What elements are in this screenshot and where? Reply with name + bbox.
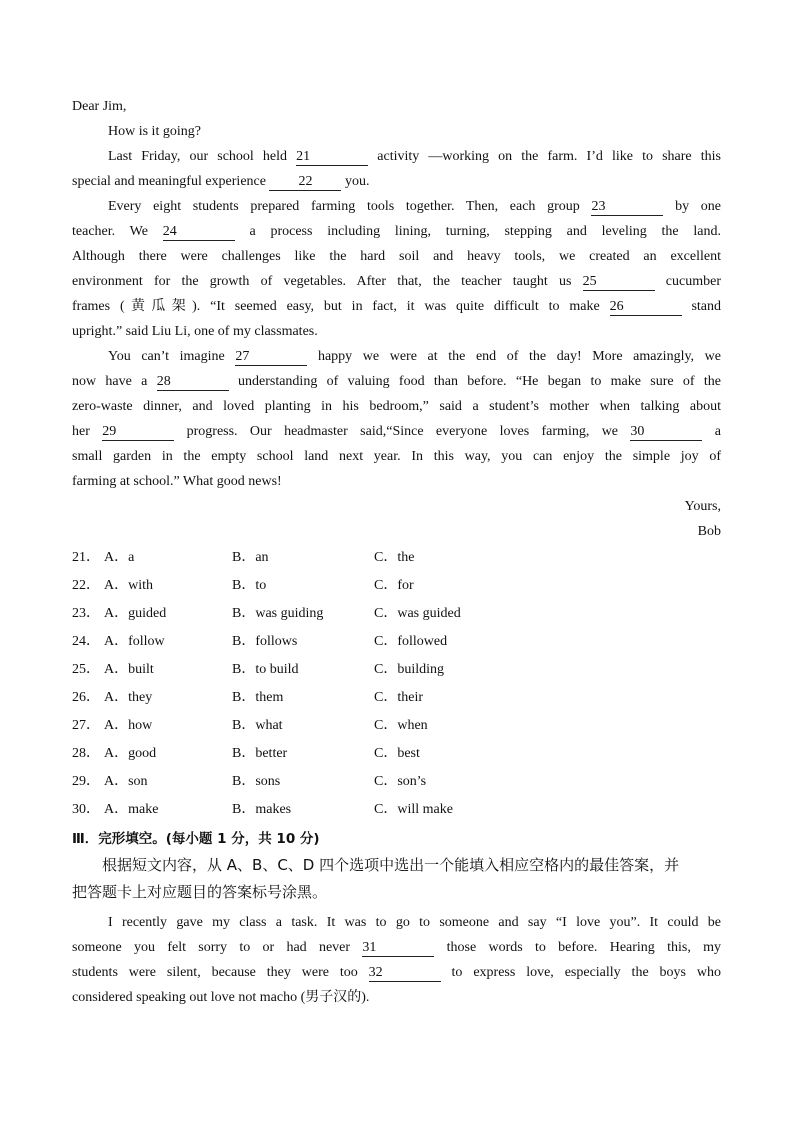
passage-text: students were silent, because they were too (72, 965, 369, 980)
letter-text: a process including lining, turning, stepping and leveling the land. (234, 224, 721, 239)
option-c[interactable]: C．building (374, 662, 445, 677)
letter-text: farming at school.” What good news! (72, 474, 282, 489)
blank-26[interactable]: 26 (610, 298, 682, 316)
option-b[interactable]: B．better (232, 746, 288, 761)
option-a[interactable]: A．good (104, 746, 157, 761)
passage-text: considered speaking out love not macho (男子汉的). (72, 990, 370, 1005)
letter-text: special and meaningful experience (72, 174, 270, 189)
blank-31[interactable]: 31 (362, 939, 434, 957)
option-row (72, 572, 721, 600)
option-row (72, 768, 721, 796)
letter-text: environment for the growth of vegetables. After that, the teacher taught us (72, 274, 583, 289)
passage-text: to express love, especially the boys who (440, 965, 721, 980)
option-a[interactable]: A．son (104, 774, 148, 789)
passage-line (72, 910, 721, 935)
option-b[interactable]: B．what (232, 718, 283, 733)
blank-21[interactable]: 21 (296, 148, 368, 166)
letter-text: a (702, 424, 721, 439)
option-row (72, 684, 721, 712)
letter-text: Last Friday, our school held (108, 149, 297, 164)
blank-28[interactable]: 28 (157, 373, 229, 391)
blank-22[interactable]: 22 (269, 173, 341, 191)
option-row (72, 796, 721, 824)
letter-line (72, 419, 721, 444)
letter-line (72, 444, 721, 469)
option-b[interactable]: B．follows (232, 634, 298, 649)
letter-text: teacher. We (72, 224, 163, 239)
letter-line (72, 344, 721, 369)
option-a[interactable]: A．guided (104, 606, 167, 621)
letter-text: Although there were challenges like the hard soil and heavy tools, we created an excellent (72, 249, 721, 264)
question-number: 25． (72, 662, 100, 677)
blank-30[interactable]: 30 (630, 423, 702, 441)
letter-line (72, 319, 721, 344)
passage-text: I recently gave my class a task. It was to go to someone and say “I love you”. It could be (108, 915, 721, 930)
question-number: 23． (72, 606, 100, 621)
blank-27[interactable]: 27 (235, 348, 307, 366)
passage-line (72, 960, 721, 985)
letter-line (72, 144, 721, 169)
letter-line (72, 219, 721, 244)
option-row (72, 600, 721, 628)
letter-text: You can’t imagine (108, 349, 236, 364)
passage-line (72, 985, 721, 1010)
option-row (72, 712, 721, 740)
letter-line (72, 119, 721, 144)
letter-text: happy we were at the end of the day! More amazingly, we (307, 349, 721, 364)
letter-text: now have a (72, 374, 157, 389)
option-b[interactable]: B．was guiding (232, 606, 324, 621)
answer-options (72, 544, 721, 824)
option-c[interactable]: C．best (374, 746, 420, 761)
letter-line (72, 244, 721, 269)
letter-signature: Bob (697, 524, 721, 539)
option-row (72, 628, 721, 656)
question-number: 27． (72, 718, 100, 733)
letter-text: small garden in the empty school land next year. In this way, you can enjoy the simple joy of (72, 449, 721, 464)
option-c[interactable]: C．their (374, 690, 423, 705)
letter-line (72, 469, 721, 494)
question-number: 21． (72, 550, 100, 565)
option-a[interactable]: A．make (104, 802, 159, 817)
option-c[interactable]: C．for (374, 578, 414, 593)
question-number: 28． (72, 746, 100, 761)
blank-25[interactable]: 25 (583, 273, 655, 291)
option-a[interactable]: A．built (104, 662, 154, 677)
letter-text: Every eight students prepared farming tools together. Then, each group (108, 199, 592, 214)
option-c[interactable]: C．the (374, 550, 415, 565)
passage-line (72, 935, 721, 960)
letter-line (72, 269, 721, 294)
option-b[interactable]: B．to (232, 578, 267, 593)
blank-24[interactable]: 24 (163, 223, 235, 241)
option-a[interactable]: A．with (104, 578, 153, 593)
option-c[interactable]: C．was guided (374, 606, 461, 621)
letter-line (72, 194, 721, 219)
blank-23[interactable]: 23 (591, 198, 663, 216)
option-c[interactable]: C．followed (374, 634, 448, 649)
blank-32[interactable]: 32 (369, 964, 441, 982)
question-number: 26． (72, 690, 100, 705)
cloze-passage (72, 910, 721, 1010)
question-number: 29． (72, 774, 100, 789)
letter-text: upright.” said Liu Li, one of my classmates. (72, 324, 318, 339)
option-a[interactable]: A．follow (104, 634, 165, 649)
letter-text: by one (663, 199, 722, 214)
option-row (72, 740, 721, 768)
letter-line (72, 369, 721, 394)
letter-text: her (72, 424, 103, 439)
letter-text: How is it going? (108, 124, 201, 139)
letter-text: progress. Our headmaster said,“Since everyone loves farming, we (174, 424, 631, 439)
letter-line (72, 169, 721, 194)
option-c[interactable]: C．son’s (374, 774, 427, 789)
question-number: 22． (72, 578, 100, 593)
option-row (72, 656, 721, 684)
blank-29[interactable]: 29 (102, 423, 174, 441)
option-c[interactable]: C．when (374, 718, 428, 733)
letter-line (72, 394, 721, 419)
question-number: 30． (72, 802, 100, 817)
option-b[interactable]: B．an (232, 550, 269, 565)
letter-text: zero-waste dinner, and loved planting in his bedroom,” said a student’s mother when talking about (72, 399, 721, 414)
option-a[interactable]: A．they (104, 690, 153, 705)
letter-text: you. (341, 174, 370, 189)
worksheet-page (72, 94, 721, 1010)
letter-closing: Yours, (684, 499, 721, 514)
letter-text: cucumber (654, 274, 721, 289)
letter-text: frames (黄瓜架). “It seemed easy, but in fact, it was quite difficult to make (72, 299, 610, 314)
letter-body (72, 119, 721, 494)
passage-text: those words to before. Hearing this, my (434, 940, 721, 955)
option-b[interactable]: B．them (232, 690, 284, 705)
letter-salutation: Dear Jim, (72, 99, 127, 114)
section-instruction-line-2: 把答题卡上对应题目的答案标号涂黑。 (72, 883, 328, 901)
letter-text: activity —working on the farm. I’d like to share this (368, 149, 721, 164)
option-a[interactable]: A．a (104, 550, 135, 565)
option-row (72, 544, 721, 572)
option-a[interactable]: A．how (104, 718, 153, 733)
section-instruction-line-1: 根据短文内容，从 A、B、C、D 四个选项中选出一个能填入相应空格内的最佳答案，并 (102, 856, 680, 874)
option-b[interactable]: B．to build (232, 662, 299, 677)
section-heading: Ⅲ．完形填空。(每小题 1 分，共 10 分) (72, 831, 320, 847)
question-number: 24． (72, 634, 100, 649)
option-c[interactable]: C．will make (374, 802, 453, 817)
option-b[interactable]: B．makes (232, 802, 292, 817)
letter-text: understanding of valuing food than before. “He began to make sure of the (228, 374, 721, 389)
option-b[interactable]: B．sons (232, 774, 281, 789)
letter-text: stand (681, 299, 721, 314)
letter-line (72, 294, 721, 319)
passage-text: someone you felt sorry to or had never (72, 940, 363, 955)
